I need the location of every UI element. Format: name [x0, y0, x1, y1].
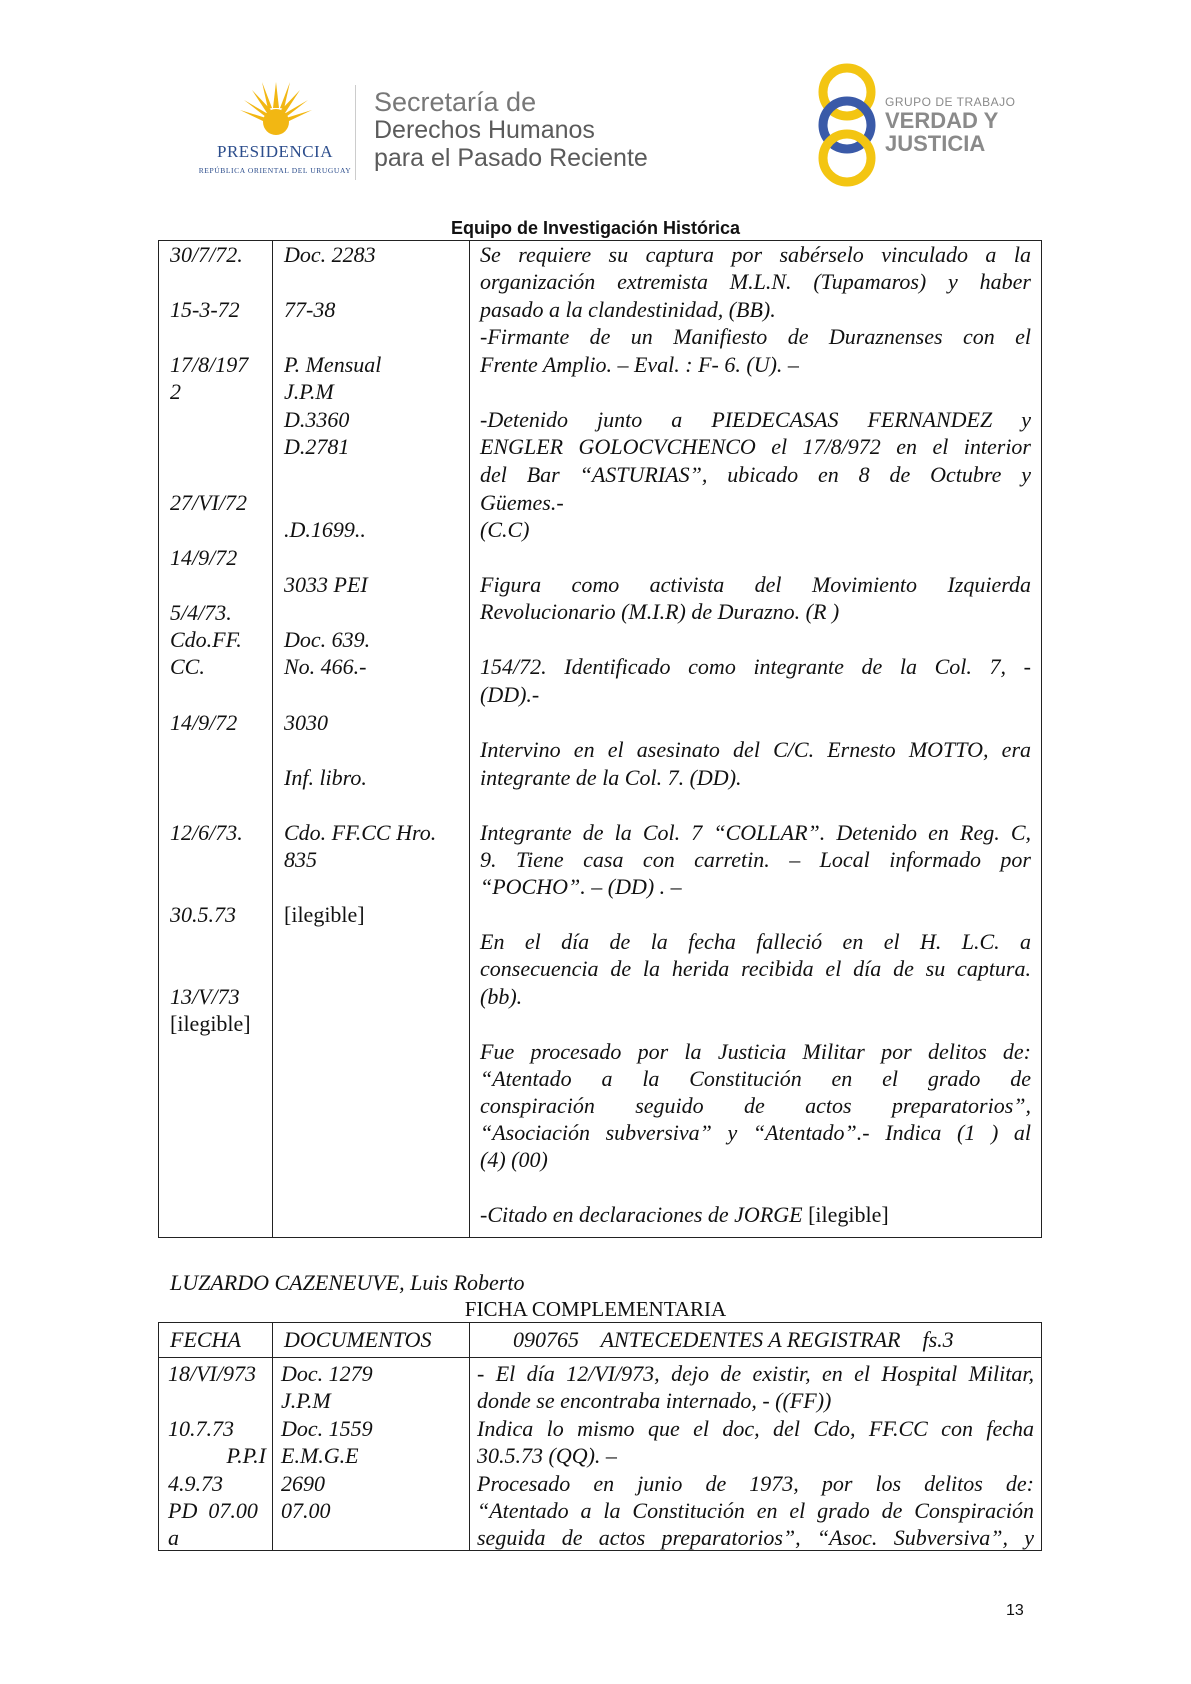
- antecedente-line: Intervino en el asesinato del C/C. Ernesto MOTTO, era: [480, 737, 1031, 762]
- antecedente-line: Procesado en junio de 1973, por los delitos de:: [477, 1471, 1034, 1496]
- antecedente-line: del Bar “ASTURIAS”, ubicado en 8 de Octubre y: [480, 462, 1031, 487]
- doc-cell: Cdo. FF.CC Hro.: [284, 820, 437, 845]
- records-table: [158, 240, 1042, 1238]
- date-cell: P.P.I: [226, 1443, 266, 1468]
- antecedente-line: “Atentado a la Constitución en el grado de Conspiración: [477, 1498, 1034, 1523]
- page-header: [0, 0, 1191, 215]
- date-cell: 30/7/72.: [170, 242, 243, 267]
- date-cell: 14/9/72: [170, 710, 238, 735]
- date-cell: PD 07.00: [168, 1498, 258, 1523]
- antecedente-line: conspiración seguido de actos preparatorios”,: [480, 1093, 1031, 1118]
- doc-cell: 2690: [281, 1471, 325, 1496]
- antecedente-line: Figura como activista del Movimiento Izquierda: [480, 572, 1031, 597]
- dates-column: [159, 241, 273, 1237]
- header-antecedentes-cell: [470, 1323, 1041, 1357]
- antecedente-line: “POCHO”. – (DD) . –: [480, 874, 682, 899]
- antecedente-line: organización extremista M.L.N. (Tupamaros) y haber: [480, 269, 1031, 294]
- presidencia-logo: [195, 80, 355, 180]
- illegible-mark: [ilegible]: [808, 1202, 889, 1227]
- doc-cell: No. 466.-: [284, 654, 367, 679]
- date-cell: [ilegible]: [170, 1011, 251, 1036]
- doc-cell: 07.00: [281, 1498, 331, 1523]
- doc-cell: E.M.G.E: [281, 1443, 359, 1468]
- doc-cell: Doc. 1559: [281, 1416, 373, 1441]
- antecedente-line: 154/72. Identificado como integrante de la Col. 7, -: [480, 654, 1031, 679]
- secretaria-logo-text: [374, 88, 648, 172]
- antecedente-line: 30.5.73 (QQ). –: [477, 1443, 617, 1468]
- antecedente-line: Frente Amplio. – Eval. : F- 6. (U). –: [480, 352, 799, 377]
- date-cell: 4.9.73: [168, 1471, 223, 1496]
- antecedentes-column: [470, 241, 1041, 1237]
- doc-cell: 3033 PEI: [284, 572, 368, 597]
- doc-cell: Doc. 2283: [284, 242, 376, 267]
- doc-cell: 3030: [284, 710, 328, 735]
- doc-cell: J.P.M: [281, 1388, 331, 1413]
- secretaria-line-3: para el Pasado Reciente: [374, 144, 648, 172]
- antecedente-line: (bb).: [480, 984, 523, 1009]
- doc-cell: 77-38: [284, 297, 336, 322]
- antecedente-line: Revolucionario (M.I.R) de Durazno. (R ): [480, 599, 840, 624]
- antecedente-line: pasado a la clandestinidad, (BB).: [480, 297, 776, 322]
- doc-cell: J.P.M: [284, 379, 334, 404]
- doc-cell: [ilegible]: [284, 902, 365, 927]
- antecedente-line: consecuencia de la herida recibida el día de su captura.: [480, 956, 1031, 981]
- doc-cell: D.3360: [284, 407, 350, 432]
- antecedente-line: [480, 1201, 889, 1229]
- ficha-table: [158, 1322, 1042, 1551]
- header-divider: [355, 85, 356, 180]
- date-cell: 18/VI/973: [168, 1361, 256, 1386]
- doc-cell: Inf. libro.: [284, 765, 367, 790]
- verdad-justicia-text: [885, 95, 1015, 155]
- date-cell: 2: [170, 379, 181, 404]
- antecedente-line: (DD).-: [480, 682, 540, 707]
- presidencia-label: PRESIDENCIA: [216, 142, 333, 161]
- date-cell: 15-3-72: [170, 297, 240, 322]
- antecedente-line: donde se encontraba internado, - ((FF)): [477, 1388, 832, 1413]
- person-name: LUZARDO CAZENEUVE, Luis Roberto: [170, 1270, 525, 1295]
- sun-icon: [240, 80, 312, 140]
- secretaria-line-2: Derechos Humanos: [374, 116, 595, 144]
- antecedente-line: integrante de la Col. 7. (DD).: [480, 765, 742, 790]
- antecedente-line: - El día 12/VI/973, dejo de existir, en el Hospital Militar,: [477, 1361, 1034, 1386]
- header-fecha-cell: [159, 1323, 273, 1357]
- citado-text: -Citado en declaraciones de JORGE: [480, 1202, 803, 1227]
- doc-cell: Doc. 1279: [281, 1361, 373, 1386]
- date-cell: 12/6/73.: [170, 820, 243, 845]
- header-antecedentes: 090765 ANTECEDENTES A REGISTRAR fs.3: [513, 1327, 954, 1352]
- date-cell: 5/4/73.: [170, 600, 232, 625]
- header-documentos: DOCUMENTOS: [284, 1327, 432, 1352]
- doc-cell: Doc. 639.: [284, 627, 371, 652]
- antecedente-line: Indica lo mismo que el doc, del Cdo, FF.CC con fecha: [477, 1416, 1034, 1441]
- doc-cell: 835: [284, 847, 317, 872]
- date-cell: Cdo.FF.: [170, 627, 242, 652]
- antecedente-line: -Firmante de un Manifiesto de Duraznenses con el: [480, 324, 1031, 349]
- antecedente-line: Se requiere su captura por sabérselo vinculado a la: [480, 242, 1031, 267]
- antecedente-line: (C.C): [480, 517, 530, 542]
- header-documentos-cell: [273, 1323, 470, 1357]
- antecedente-line: Güemes.-: [480, 490, 564, 515]
- header-fecha: FECHA: [170, 1327, 241, 1352]
- antecedente-line: “Asociación subversiva” y “Atentado”.- Indica (1 ) al: [480, 1120, 1031, 1145]
- antecedente-line: seguida de actos preparatorios”, “Asoc. Subversiva”, y: [477, 1525, 1034, 1550]
- page-number: 13: [1006, 1602, 1024, 1619]
- date-cell: 13/V/73: [170, 984, 240, 1009]
- date-cell: 27/VI/72: [170, 490, 247, 515]
- documents-column: [273, 241, 470, 1237]
- secretaria-line-1: Secretaría de: [374, 87, 537, 117]
- date-cell: 17/8/197: [170, 352, 249, 377]
- antecedente-line: 9. Tiene casa con carretin. – Local informado por: [480, 847, 1031, 872]
- antecedente-line: “Atentado a la Constitución en el grado de: [480, 1066, 1031, 1091]
- antecedente-line: ENGLER GOLOCVCHENCO el 17/8/972 en el interior: [480, 434, 1031, 459]
- ficha-dates-column: [159, 1358, 273, 1550]
- grupo-line-3: JUSTICIA: [885, 131, 986, 156]
- grupo-line-1: GRUPO DE TRABAJO: [885, 95, 1016, 109]
- doc-cell: D.2781: [284, 434, 350, 459]
- ficha-antecedentes-column: [470, 1358, 1041, 1550]
- grupo-line-2: VERDAD Y: [885, 108, 999, 133]
- doc-cell: .D.1699..: [284, 517, 366, 542]
- team-title: Equipo de Investigación Histórica: [450, 218, 741, 238]
- date-cell: 30.5.73: [170, 902, 236, 927]
- date-cell: a: [168, 1525, 179, 1550]
- date-cell: 10.7.73: [168, 1416, 234, 1441]
- ficha-header-row: [159, 1323, 1041, 1358]
- doc-cell: P. Mensual: [284, 352, 382, 377]
- antecedente-line: -Detenido junto a PIEDECASAS FERNANDEZ y: [480, 407, 1031, 432]
- antecedente-line: Fue procesado por la Justicia Militar por delitos de:: [480, 1039, 1031, 1064]
- presidencia-subtitle: REPÚBLICA ORIENTAL DEL URUGUAY: [198, 166, 352, 175]
- linked-rings-icon: [812, 62, 882, 187]
- verdad-justicia-logo: [812, 62, 1042, 187]
- date-cell: 14/9/72: [170, 545, 238, 570]
- antecedente-line: Integrante de la Col. 7 “COLLAR”. Detenido en Reg. C,: [480, 820, 1031, 845]
- ficha-docs-column: [273, 1358, 470, 1550]
- ficha-title: FICHA COMPLEMENTARIA: [464, 1297, 727, 1321]
- antecedente-line: En el día de la fecha falleció en el H. L.C. a: [480, 929, 1031, 954]
- date-cell: CC.: [170, 654, 205, 679]
- antecedente-line: (4) (00): [480, 1147, 548, 1172]
